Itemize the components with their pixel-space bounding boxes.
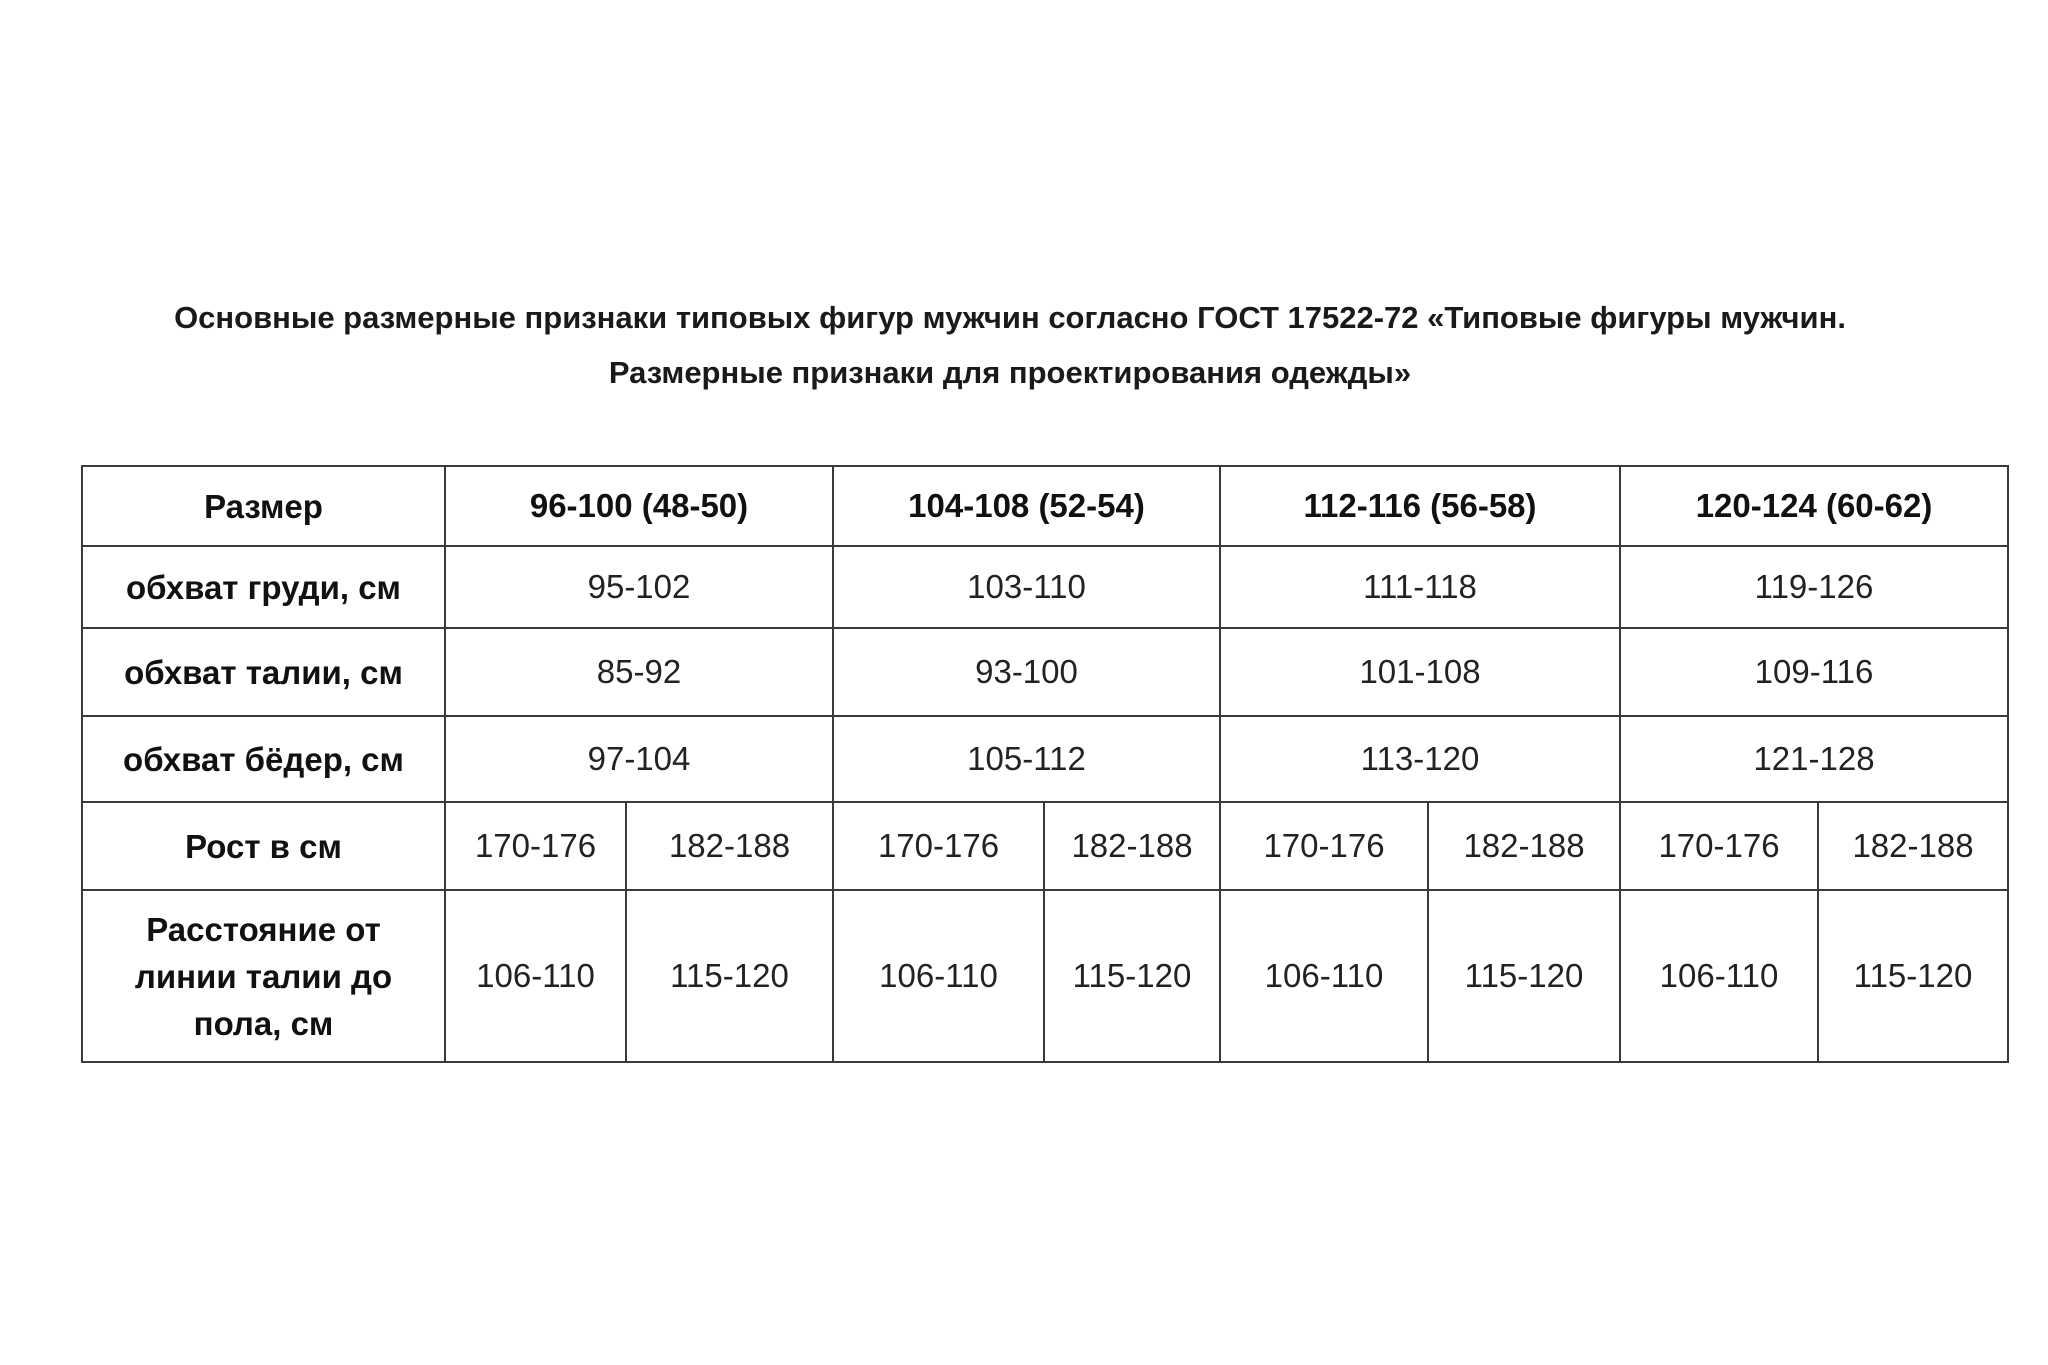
row-label-waist: обхват талии, см xyxy=(82,628,445,716)
chest-value-cell: 111-118 xyxy=(1220,546,1620,628)
row-label-line: линии талии до xyxy=(134,957,393,995)
distance-value-cell: 106-110 xyxy=(1620,890,1818,1062)
table-row-chest xyxy=(82,546,2008,628)
waist-value-cell: 85-92 xyxy=(445,628,833,716)
height-value-cell: 170-176 xyxy=(833,802,1044,890)
height-value-cell: 170-176 xyxy=(445,802,626,890)
hips-value-cell: 121-128 xyxy=(1620,716,2008,802)
height-value-cell: 182-188 xyxy=(1044,802,1220,890)
hips-value-cell: 97-104 xyxy=(445,716,833,802)
table-row-hips xyxy=(82,716,2008,802)
table-row-waist xyxy=(82,628,2008,716)
table-row-height xyxy=(82,802,2008,890)
height-value-cell: 182-188 xyxy=(626,802,833,890)
size-label-cell: Размер xyxy=(82,466,445,546)
size-column-header: 96-100 (48-50) xyxy=(445,466,833,546)
row-label-waist-to-floor xyxy=(82,890,445,1062)
waist-value-cell: 93-100 xyxy=(833,628,1220,716)
row-label-chest: обхват груди, см xyxy=(82,546,445,628)
size-column-header: 104-108 (52-54) xyxy=(833,466,1220,546)
distance-value-cell: 115-120 xyxy=(626,890,833,1062)
hips-value-cell: 105-112 xyxy=(833,716,1220,802)
chest-value-cell: 119-126 xyxy=(1620,546,2008,628)
distance-value-cell: 115-120 xyxy=(1818,890,2008,1062)
height-value-cell: 170-176 xyxy=(1620,802,1818,890)
title-line-2: Размерные признаки для проектирования одежды» xyxy=(608,355,1412,390)
row-label-line: пола, см xyxy=(193,1004,334,1042)
size-column-header: 120-124 (60-62) xyxy=(1620,466,2008,546)
distance-value-cell: 106-110 xyxy=(1220,890,1428,1062)
size-column-header: 112-116 (56-58) xyxy=(1220,466,1620,546)
row-label-hips: обхват бёдер, см xyxy=(82,716,445,802)
table-row-waist-to-floor xyxy=(82,890,2008,1062)
document-title xyxy=(60,290,1960,400)
distance-value-cell: 106-110 xyxy=(445,890,626,1062)
height-value-cell: 182-188 xyxy=(1428,802,1620,890)
title-line-1: Основные размерные признаки типовых фигур мужчин согласно ГОСТ 17522-72 «Типовые фигуры мужчин. xyxy=(174,300,1846,335)
row-label-height: Рост в см xyxy=(82,802,445,890)
table-header-row xyxy=(82,466,2008,546)
waist-value-cell: 101-108 xyxy=(1220,628,1620,716)
size-table xyxy=(81,465,2009,1063)
distance-value-cell: 115-120 xyxy=(1428,890,1620,1062)
height-value-cell: 182-188 xyxy=(1818,802,2008,890)
height-value-cell: 170-176 xyxy=(1220,802,1428,890)
chest-value-cell: 95-102 xyxy=(445,546,833,628)
row-label-line: Расстояние от xyxy=(146,910,381,948)
distance-value-cell: 115-120 xyxy=(1044,890,1220,1062)
distance-value-cell: 106-110 xyxy=(833,890,1044,1062)
hips-value-cell: 113-120 xyxy=(1220,716,1620,802)
waist-value-cell: 109-116 xyxy=(1620,628,2008,716)
chest-value-cell: 103-110 xyxy=(833,546,1220,628)
